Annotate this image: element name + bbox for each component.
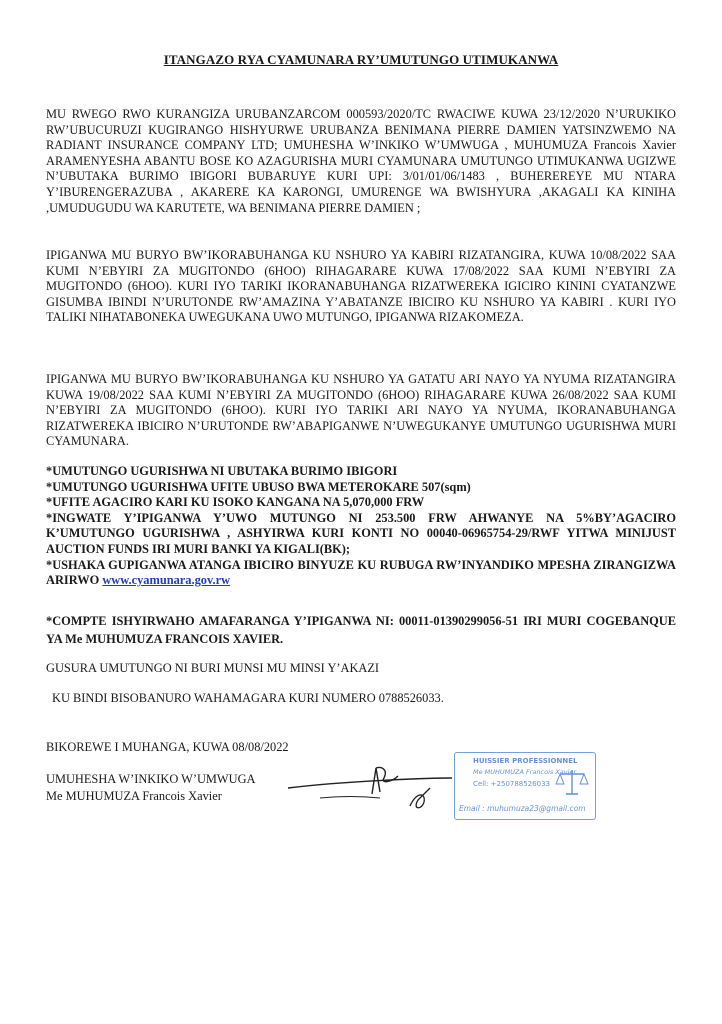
bank-account-note: *COMPTE ISHYIRWAHO AMAFARANGA Y’IPIGANWA NI: 00011-01390299056-51 IRI MURI COGEBANQUE YA Me MUHUMUZA FRANCOIS XAVIER.: [46, 614, 676, 646]
stamp-line3: Cell: +250788526033: [473, 780, 550, 788]
paragraph-case: [46, 107, 676, 216]
paragraph-third-round-text: IPIGANWA MU BURYO BW’IKORABUHANGA KU NSHURO YA GATATU ARI NAYO YA NYUMA RIZATANGIRA KUWA 19/08/2022 SAA KUMI N’EBYIRI ZA MUGITONDO (6HOO) RIHAGARARE KUWA 26/08/2022 SAA KUMI N’EBYIRI ZA MUGITONDO (6HOO). KURI IYO TARIKI ARI NAYO YA NYUMA, IKORANABUHANGA RIZATWEREKA IBICIRO N’URUTONDE RW’ABAPIGANWE N’UWEGUKANYE UMUTUNGO UGURISHWA MURI CYAMUNARA.: [46, 372, 676, 449]
cyamunara-link[interactable]: www.cyamunara.gov.rw: [102, 573, 231, 588]
detail-deposit: *INGWATE Y’IPIGANWA Y’UWO MUTUNGO NI 253.500 FRW AHWANYE NA 5%BY’AGACIRO K’UMUTUNGO UGURISHWA , ASHYIRWA KURI KONTI NO 00040-06965754-29/RWF YITWA MINIJUST AUCTION FUNDS IRI MURI BANKI YA KIGALI(BK);: [46, 510, 676, 556]
detail-bidding-site-text: *USHAKA GUPIGANWA ATANGA IBICIRO BINYUZE KU RUBUGA RW’INYANDIKO MPESHA ZIRANGIZWA ARIRWO: [46, 557, 676, 588]
handwritten-signature: [280, 748, 460, 818]
paragraph-third-round: [46, 372, 676, 450]
visit-schedule: GUSURA UMUTUNGO NI BURI MUNSI MU MINSI Y’AKAZI: [46, 661, 380, 675]
stamp-line1: HUISSIER PROFESSIONNEL: [473, 757, 578, 765]
detail-value: *UFITE AGACIRO KARI KU ISOKO KANGANA NA 5,070,000 FRW: [46, 495, 425, 510]
signatory-name: Me MUHUMUZA Francois Xavier: [46, 789, 222, 803]
scales-of-justice-icon: [555, 767, 589, 797]
contact-info: KU BINDI BISOBANURO WAHAMAGARA KURI NUMERO 0788526033.: [52, 691, 444, 705]
detail-land-type: *UMUTUNGO UGURISHWA NI UBUTAKA BURIMO IBIGORI: [46, 464, 398, 478]
paragraph-second-round: [46, 248, 676, 326]
paragraph-case-text: MU RWEGO RWO KURANGIZA URUBANZARCOM 000593/2020/TC RWACIWE KUWA 23/12/2020 N’URUKIKO RW’UBUCURUZI KUGIRANGO HISHYURWE URUBANZA BENIMANA PIERRE DAMIEN YATSINZWEMO NA RADIANT INSURANCE COMPANY LTD; UMUHESHA W’INKIKO W’UMWUGA , MUHUMUZA Francois Xavier ARAMENYESHA ABANTU BOSE KO AZAGURISHA MURI CYAMUNARA UMUTUNGO UTIMUKANWA UGIZWE N’UBUTAKA BURIMO IBIGORI BUBARUYE KURI UPI: 3/01/01/06/1483 , BUHEREREYE MU NTARA Y’IBURENGERAZUBA , AKARERE KA KARONGI, UMURENGE WA BWISHYURA ,AKAGALI KA KINIHA ,UMUDUGUDU WA KARUTETE, WA BENIMANA PIERRE DAMIEN ;: [46, 107, 676, 215]
signatory-title: UMUHESHA W’INKIKO W’UMWUGA: [46, 772, 256, 786]
official-stamp: [454, 752, 596, 820]
detail-area: *UMUTUNGO UGURISHWA UFITE UBUSO BWA METEROKARE 507(sqm): [46, 479, 471, 494]
stamp-line4: Email : muhumuza23@gmail.com: [459, 804, 586, 813]
detail-bidding-site: [46, 558, 676, 589]
stamp-line2: Me MUHUMUZA Francois Xavier: [473, 768, 577, 776]
paragraph-second-round-text: IPIGANWA MU BURYO BW’IKORABUHANGA KU NSHURO YA KABIRI RIZATANGIRA, KUWA 10/08/2022 SAA KUMI N’EBYIRI ZA MUGITONDO (6HOO) RIHAGARARE KUWA 17/08/2022 SAA KUMI N’EBYIRI ZA MUGITONDO (6HOO). KURI IYO TARIKI IKORANABUHANGA RIZATWEREKA IGICIRO KININI CYATANZWE GISUMBA IBINDI N’URUTONDE RW’AMAZINA Y’ABATANZE IBICIRO KU NSHURO YA KABIRI . KURI IYO TALIKI NIHATABONEKA UWEGUKANA UWO MUTUNGO, IPIGANWA RIZAKOMEZA.: [46, 248, 676, 325]
property-details-list: [46, 464, 676, 589]
document-title: ITANGAZO RYA CYAMUNARA RY’UMUTUNGO UTIMUKANWA: [163, 52, 559, 67]
issue-date: BIKOREWE I MUHANGA, KUWA 08/08/2022: [46, 740, 289, 754]
